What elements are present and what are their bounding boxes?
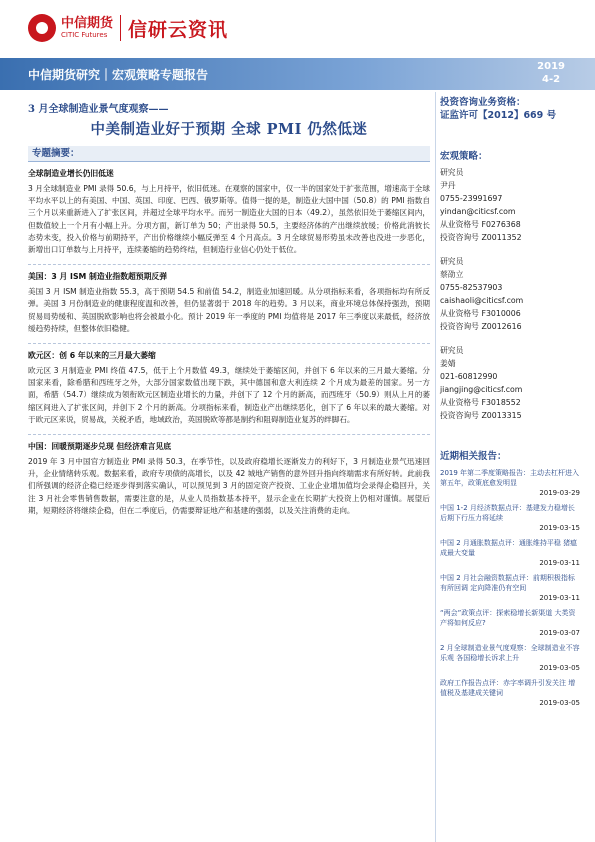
related-report-item[interactable] <box>440 608 580 638</box>
related-report-date: 2019-03-11 <box>539 559 580 567</box>
section-heading: 全球制造业增长仍旧低迷 <box>28 169 114 178</box>
researcher-phone: 0755-23991697 <box>440 194 503 203</box>
researcher-phone: 0755-82537903 <box>440 283 503 292</box>
related-report-date: 2019-03-29 <box>539 489 580 497</box>
related-report-link[interactable]: 中国 2 月通胀数据点评：通胀维持平稳 猪瘟成最大变量 <box>440 539 578 557</box>
section-text: 欧元区 3 月制造业 PMI 终值 47.5，低于上个月数值 49.3，继续处于萎缩区间，并创下 6 年以来的三月最大萎缩。分国家来看，除希腊和西班牙之外，大部分国家数值出现下跌，其中德国和意大利连续 2 个月成为最差的国家。另一方面，希腊（54.7）继续成为领衔欧元区制造业增长的力量，并创下了 12 个月的新高，而西班牙（50.9）则从上月的萎缩区间进入了扩张区间，并创下 2 个月的新高。分项指标来看，制造业产出继续恶化，创下了 6 年以来的最大萎缩。对于欧元区来说，贸易战，关税矛盾，地域政治，英国脱欧等都是制约和阻碍制造业复苏的绊脚石。 <box>28 366 430 424</box>
researcher-card: 研究员 姜婧 021-60812990 jiangjing@citicsf.com 从业资格号 F3018552 投资咨询号 Z0013315 <box>440 344 580 422</box>
strategy-title: 宏观策略： <box>440 151 488 162</box>
researcher-email[interactable]: caishaoli@citicsf.com <box>440 296 524 305</box>
researcher-name: 尹丹 <box>440 181 456 190</box>
related-report-link[interactable]: 政府工作报告点评：赤字率调升引发关注 增值税及基建成关键词 <box>440 679 576 697</box>
related-report-date: 2019-03-05 <box>539 699 580 707</box>
related-reports-title: 近期相关报告： <box>440 451 507 462</box>
researcher-name: 姜婧 <box>440 359 456 368</box>
related-report-link[interactable]: 2 月全球制造业景气度观察：全球制造业不容乐观 各国稳增长诉求上升 <box>440 644 580 662</box>
banner-title: 中信期货研究｜宏观策略专题报告 <box>28 68 209 82</box>
researcher-name: 蔡劭立 <box>440 270 464 279</box>
section-us <box>28 271 430 335</box>
related-report-link[interactable]: “两会”政策点评：探索稳增长新渠道 大类资产将如何反应? <box>440 609 576 627</box>
section-china <box>28 441 430 517</box>
related-report-item[interactable] <box>440 538 580 568</box>
section-text: 2019 年 3 月中国官方制造业 PMI 录得 50.3，在季节性，以及政府稳增长逐渐发力的利好下，3 月制造业景气迅速回升，企业情绪转乐观。数据来看，政府专项债的高增长，以及 42 城地产销售的意外回升指向终端需求有所好转。此前我们所强调的经济企稳已经逐步得到落实确认，可以预见到 3 月的固定资产投资、工业企业增加值均会录得企稳回升，关注 3 月社会零售销售数据，需要注意的是，从业人员指数基本持平，显示企业在长期扩大投资上仍相对谨慎。展望后期，短期经济将继续企稳，但在二季度后，仍需要辩证地产和基建的强弱，以及关注消费的走向。 <box>28 457 430 515</box>
qualification-title: 投资咨询业务资格： <box>440 97 526 108</box>
section-eurozone <box>28 350 430 426</box>
section-text: 3 月全球制造业 PMI 录得 50.6，与上月持平，依旧低迷。在观察的国家中，仅一半的国家处于扩张范围，增速高于全球平均水平以上的有美国、中国、英国、印度、巴西、俄罗斯等。值得一提的是，制造业大国中国（50.8）的 PMI 指数自三个月以来重新进入了扩张区间，并超过全球平均水平。而另一制造业大国的日本（49.2），虽然依旧处于萎缩区间内，但数值较上一个月有小幅上升。分项方面，新订单为 50；产出录得 50.5，主要经济体的产出继续放缓；价格此消彼长态势未变，投入价格与前期持平，产出价格继续小幅反弹至 4 个月高点。3 月全球贸易形势虽未改善也没进一步恶化，新增出口订单数与上月持平，连续萎缩的趋势终结，但制造行业信心仍处于低位。 <box>28 184 430 255</box>
researcher-email[interactable]: yindan@citicsf.com <box>440 207 516 216</box>
header <box>0 0 595 56</box>
researcher-card: 研究员 尹丹 0755-23991697 yindan@citicsf.com 从业资格号 F0276368 投资咨询号 Z0011352 <box>440 166 580 244</box>
related-report-item[interactable] <box>440 643 580 673</box>
related-report-item[interactable] <box>440 678 580 708</box>
report-subtitle: 3 月全球制造业景气度观察—— <box>28 104 169 115</box>
related-report-date: 2019-03-07 <box>539 629 580 637</box>
related-report-date: 2019-03-11 <box>539 594 580 602</box>
section-heading: 欧元区：创 6 年以来的三月最大萎缩 <box>28 351 156 361</box>
section-heading: 中国：回暖预期逐步兑现 但经济难言见底 <box>28 442 172 452</box>
section-heading: 美国：3 月 ISM 制造业指数超预期反弹 <box>28 272 167 282</box>
section-global <box>28 168 430 256</box>
researcher-card: 研究员 蔡劭立 0755-82537903 caishaoli@citicsf.com 从业资格号 F3010006 投资咨询号 Z0012616 <box>440 255 580 333</box>
brand-name: 信研云资讯 <box>128 18 229 41</box>
related-report-link[interactable]: 中国 2 月社会融资数据点评：前期积极指标有所回调 定向降准仍有空间 <box>440 574 575 592</box>
main-column <box>28 100 430 517</box>
qualification-number: 证监许可【2012】669 号 <box>440 110 557 121</box>
related-report-link[interactable]: 2019 年第二季度策略报告：主动去杠杆进入第五年，政策底愈发明显 <box>440 469 580 487</box>
related-report-date: 2019-03-05 <box>539 664 580 672</box>
related-report-date: 2019-03-15 <box>539 524 580 532</box>
related-report-link[interactable]: 中国 1-2 月经济数据点评：基建发力稳增长 后期下行压力将延续 <box>440 504 575 522</box>
section-text: 美国 3 月 ISM 制造业指数 55.3，高于预期 54.5 和前值 54.2，制造业加速回暖。从分项指标来看，各项指标均有所反弹。美国 3 月份制造业的健康程度温和改善，但仍显著弱于 2018 年的趋势。3 月以来，商业环境总体保持强劲，预期贸易局势缓和、英国脱欧影响也将会被最小化。预计 2019 年一季度的 PMI 均值将是 2017 年三季度以来最低，经济放缓趋势持续，但整体依旧稳健。 <box>28 287 430 333</box>
logo-en: CITIC Futures <box>61 31 108 39</box>
researcher-phone: 021-60812990 <box>440 372 498 381</box>
related-report-item[interactable] <box>440 468 580 498</box>
citic-logo <box>28 14 228 42</box>
related-report-item[interactable] <box>440 573 580 603</box>
sidebar <box>440 96 580 708</box>
report-title: 中美制造业好于预期 全球 PMI 仍然低迷 <box>90 121 368 138</box>
logo-cn: 中信期货 <box>61 16 114 31</box>
citic-logo-icon <box>28 14 56 42</box>
related-report-item[interactable] <box>440 503 580 533</box>
banner-date: 2019 4-2 <box>537 61 565 85</box>
researcher-email[interactable]: jiangjing@citicsf.com <box>440 385 523 394</box>
summary-label: 专题摘要： <box>28 146 430 162</box>
report-banner <box>0 58 595 90</box>
